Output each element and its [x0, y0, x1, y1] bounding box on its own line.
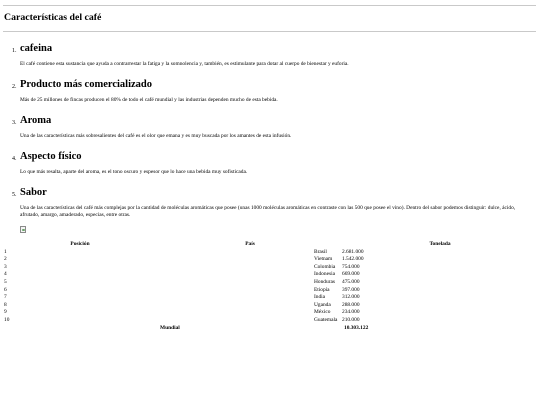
cell-posicion: 5 — [4, 278, 7, 285]
cell-tonelada: 234.000 — [342, 309, 360, 316]
cell-posicion: 10 — [4, 316, 10, 323]
section-number: 2. — [12, 83, 17, 90]
cell-pais: Honduras — [314, 278, 335, 285]
table-row — [2, 294, 538, 302]
cell-posicion: 7 — [4, 294, 7, 301]
section-number: 3. — [12, 119, 17, 126]
coffee-production-table — [2, 241, 538, 332]
cell-tonelada: 312.000 — [342, 294, 360, 301]
section-text: Más de 25 millones de fincas producen el 80% de todo el café mundial y las industrias dependen mucho de esta bebida. — [20, 97, 278, 103]
cell-tonelada: 2.681.000 — [342, 248, 364, 255]
cell-posicion: 3 — [4, 263, 7, 270]
table-row — [2, 256, 538, 264]
cell-tonelada: 397.000 — [342, 286, 360, 293]
section-title: Producto más comercializado — [20, 79, 153, 90]
cell-tonelada: 288.000 — [342, 301, 360, 308]
section-number: 5. — [12, 191, 17, 198]
section-title: Aspecto físico — [20, 151, 82, 162]
top-divider — [3, 5, 536, 6]
table-row — [2, 271, 538, 279]
section-text: Una de las características del café más complejas por la cantidad de moléculas aromáticas que posee (unas 1000 moléculas aromáticas en contraste con las 500 que posee el vino). Dentro del sabor podemos distinguir: dulce, ácido, afrutado, amargo, amaderado, especias, entre otras. — [20, 205, 516, 218]
table-row — [2, 302, 538, 310]
section-title: Sabor — [20, 187, 47, 198]
cell-pais: Etiopía — [314, 286, 330, 293]
section-title: cafeina — [20, 43, 53, 54]
cell-tonelada: 210.000 — [342, 316, 360, 323]
cell-tonelada: 669.000 — [342, 271, 360, 278]
table-total-row — [2, 325, 538, 333]
cell-posicion: 1 — [4, 248, 7, 255]
cell-pais: México — [314, 309, 331, 316]
cell-pais: Vietnam — [314, 256, 333, 263]
broken-image-icon — [20, 226, 26, 233]
table-row — [2, 287, 538, 295]
table-header-row — [2, 241, 538, 249]
cell-pais: India — [314, 294, 326, 301]
cell-pais: Guatemala — [314, 316, 338, 323]
table-row — [2, 279, 538, 287]
cell-tonelada: 754.000 — [342, 263, 360, 270]
cell-pais: Indonesia — [314, 271, 335, 278]
title-divider — [3, 31, 536, 32]
cell-pais: Colombia — [314, 263, 336, 270]
column-header-posicion: Posición — [70, 241, 90, 247]
cell-pais: Uganda — [314, 301, 331, 308]
cell-posicion: 4 — [4, 271, 7, 278]
table-row — [2, 249, 538, 257]
section-title: Aroma — [20, 115, 52, 126]
section-text: Lo que más resalta, aparte del aroma, es el tono oscuro y espesor que lo hace una bebida muy sofisticada. — [20, 169, 248, 175]
cell-posicion: 6 — [4, 286, 7, 293]
table-row — [2, 309, 538, 317]
page-title: Características del café — [4, 12, 102, 23]
cell-posicion: 9 — [4, 309, 7, 316]
total-value: 10.303.122 — [344, 324, 369, 331]
column-header-pais: País — [245, 241, 255, 247]
cell-posicion: 8 — [4, 301, 7, 308]
section-number: 4. — [12, 155, 17, 162]
cell-pais: Brasil — [314, 248, 327, 255]
cell-tonelada: 1.542.000 — [342, 256, 364, 263]
total-label: Mundial — [160, 324, 180, 331]
table-row — [2, 264, 538, 272]
section-text: El café contiene esta sustancia que ayuda a contrarrestar la fatiga y la somnolencia y, también, es estimulante para dotar al cuerpo de bienestar y euforia. — [20, 61, 349, 67]
table-row — [2, 317, 538, 325]
section-text: Una de las características más sobresalientes del café es el olor que emana y es muy buscada por los amantes de esta infusión. — [20, 133, 292, 139]
total-empty-cell — [2, 325, 158, 333]
cell-posicion: 2 — [4, 256, 7, 263]
section-number: 1. — [12, 47, 17, 54]
cell-tonelada: 475.000 — [342, 278, 360, 285]
column-header-tonelada: Tonelada — [429, 241, 451, 247]
